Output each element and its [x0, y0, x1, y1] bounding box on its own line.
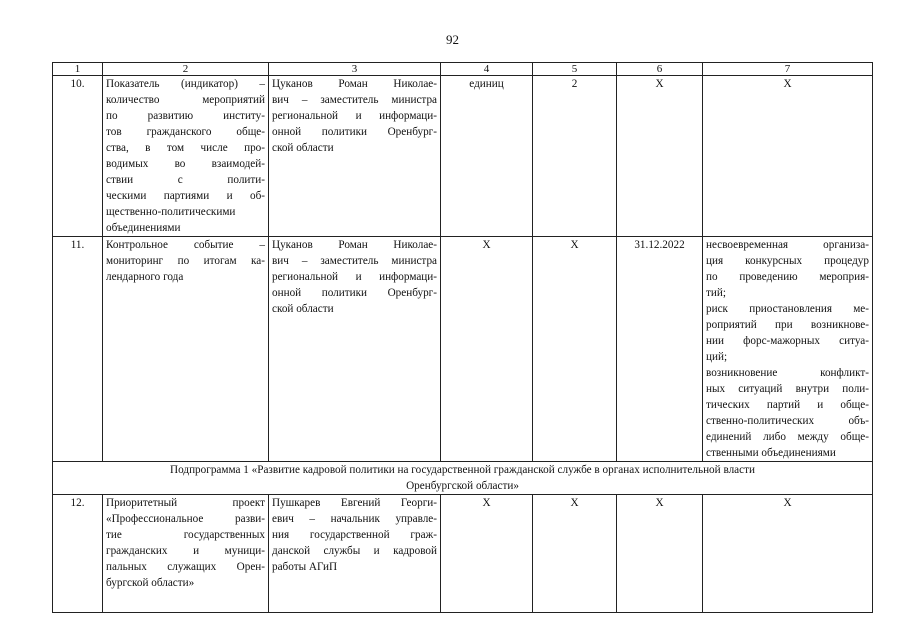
text-line: данской службы и кадровой [272, 545, 437, 557]
section-row [53, 462, 873, 495]
section-title [53, 462, 873, 495]
text-line: онной политики Оренбург- [272, 126, 437, 138]
text-line: ственно-политических объ- [706, 415, 869, 427]
text-line: объединениями [106, 222, 181, 234]
row-number: 10. [53, 76, 103, 237]
text-line: ция конкурсных процедур [706, 255, 869, 267]
row-deadline: Х [617, 76, 703, 237]
row-unit: Х [441, 237, 533, 462]
text-line: риск приостановления ме- [706, 303, 869, 315]
text-line: по развитию институ- [106, 110, 265, 122]
table-row [53, 237, 873, 462]
text-line: «Профессиональное разви- [106, 513, 265, 525]
row-value: Х [533, 237, 617, 462]
text-line: Оренбургской области» [406, 480, 519, 492]
row-name [103, 76, 269, 237]
table-row [53, 495, 873, 613]
text-line: ния государственной граж- [272, 529, 437, 541]
table-header-row [53, 63, 873, 76]
text-line: ской области [272, 303, 334, 315]
row-value: 2 [533, 76, 617, 237]
text-line: Подпрограмма 1 «Развитие кадровой политики на государственной гражданской службе в органах исполнительной власти [170, 464, 755, 476]
text-line: щественно-политическими [106, 206, 236, 218]
row-deadline: 31.12.2022 [617, 237, 703, 462]
row-number: 11. [53, 237, 103, 462]
header-cell: 1 [53, 63, 103, 76]
text-line: ствии с полити- [106, 174, 265, 186]
text-line: Приоритетный проект [106, 497, 265, 509]
text-line: гражданских и муници- [106, 545, 265, 557]
text-line: тие государственных [106, 529, 265, 541]
row-unit: единиц [441, 76, 533, 237]
header-cell: 3 [269, 63, 441, 76]
text-line: тических партий и обще- [706, 399, 869, 411]
text-line: региональной и информаци- [272, 110, 437, 122]
page-number: 92 [446, 32, 459, 47]
row-risks [703, 237, 873, 462]
row-deadline: Х [617, 495, 703, 613]
text-line: роприятий при возникнове- [706, 319, 869, 331]
text-line: тов гражданского обще- [106, 126, 265, 138]
text-line: лендарного года [106, 271, 184, 283]
text-line: несвоевременная организа- [706, 239, 869, 251]
text-line: ческими партиями и об- [106, 190, 265, 202]
plan-table [52, 62, 873, 613]
text-line: единений либо между обще- [706, 431, 869, 443]
row-value: Х [533, 495, 617, 613]
text-line: вич – заместитель министра [272, 94, 437, 106]
text-line: работы АГиП [272, 561, 338, 573]
text-line: нии форс-мажорных ситуа- [706, 335, 869, 347]
header-cell: 4 [441, 63, 533, 76]
text-line: тий; [706, 287, 726, 299]
text-line: водимых во взаимодей- [106, 158, 265, 170]
table-row [53, 76, 873, 237]
row-unit: Х [441, 495, 533, 613]
text-line: Цуканов Роман Николае- [272, 239, 437, 251]
row-responsible [269, 237, 441, 462]
text-line: евич – начальник управле- [272, 513, 437, 525]
text-line: пальных служащих Орен- [106, 561, 265, 573]
header-cell: 6 [617, 63, 703, 76]
text-line: Х [783, 78, 792, 90]
text-line: ных ситуаций внутри поли- [706, 383, 869, 395]
text-line: ственными объединениями [706, 447, 836, 459]
row-name [103, 495, 269, 613]
text-line: по проведению мероприя- [706, 271, 869, 283]
row-responsible [269, 76, 441, 237]
text-line: вич – заместитель министра [272, 255, 437, 267]
text-line: бургской области» [106, 577, 195, 589]
row-responsible [269, 495, 441, 613]
text-line: Х [783, 497, 792, 509]
text-line: Пушкарев Евгений Георги- [272, 497, 437, 509]
text-line: Контрольное событие – [106, 239, 265, 251]
text-line: Показатель (индикатор) – [106, 78, 265, 90]
text-line: ской области [272, 142, 334, 154]
row-risks [703, 495, 873, 613]
text-line: онной политики Оренбург- [272, 287, 437, 299]
row-number: 12. [53, 495, 103, 613]
text-line: региональной и информаци- [272, 271, 437, 283]
text-line: ций; [706, 351, 728, 363]
text-line: возникновение конфликт- [706, 367, 869, 379]
row-risks [703, 76, 873, 237]
text-line: Цуканов Роман Николае- [272, 78, 437, 90]
header-cell: 2 [103, 63, 269, 76]
header-cell: 5 [533, 63, 617, 76]
text-line: количество мероприятий [106, 94, 265, 106]
text-line: мониторинг по итогам ка- [106, 255, 265, 267]
text-line: ства, в том числе про- [106, 142, 265, 154]
row-name [103, 237, 269, 462]
header-cell: 7 [703, 63, 873, 76]
